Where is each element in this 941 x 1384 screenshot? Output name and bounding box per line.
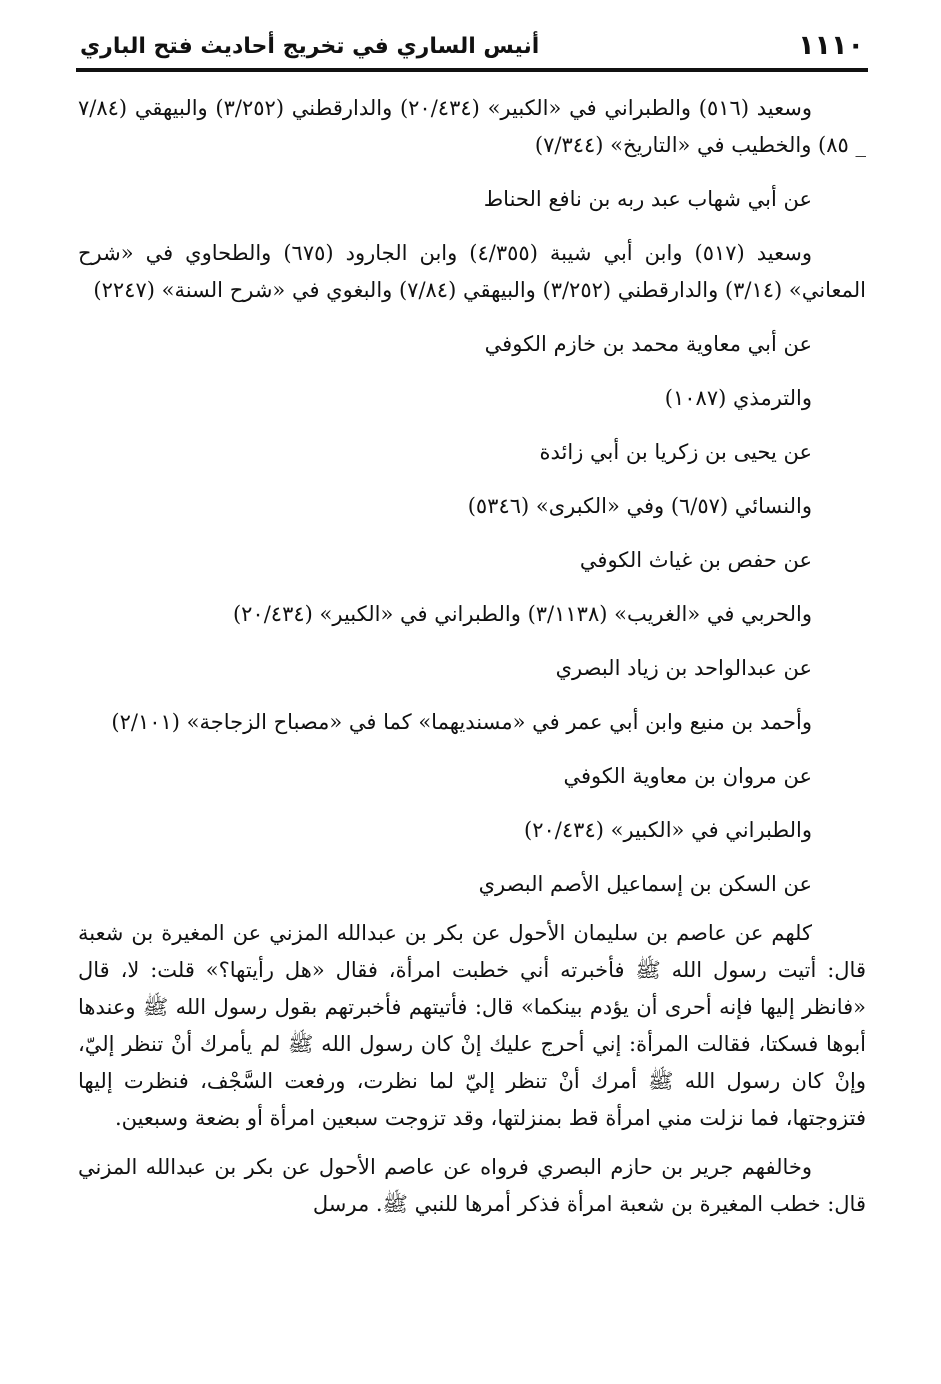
narrator-line: عن حفص بن غياث الكوفي [579,548,812,572]
page-header [76,30,868,70]
running-title: أنيس الساري في تخريج أحاديث فتح الباري [80,34,540,59]
paragraph: وسعيد (٥١٦) والطبراني في «الكبير» (٢٠/٤٣٤) والدارقطني (٣/٢٥٢) والبيهقي (٧/٨٤ _ ٨٥) والخطيب في «التاريخ» (٧/٣٤٤) [78,96,866,157]
source-line: والحربي في «الغريب» (٣/١١٣٨) والطبراني في «الكبير» (٢٠/٤٣٤) [232,602,812,626]
source-line: والنسائي (٦/٥٧) وفي «الكبرى» (٥٣٤٦) [467,494,812,518]
narrator-line: عن أبي شهاب عبد ربه بن نافع الحناط [483,187,812,211]
source-line: والترمذي (١٠٨٧) [664,386,812,410]
source-line: والطبراني في «الكبير» (٢٠/٤٣٤) [524,818,812,842]
narrator-line: عن السكن بن إسماعيل الأصم البصري [478,872,812,896]
header-divider [76,68,868,72]
source-line: وأحمد بن منيع وابن أبي عمر في «مسنديهما» كما في «مصباح الزجاجة» (٢/١٠١) [111,710,812,734]
narrator-line: عن عبدالواحد بن زياد البصري [555,656,812,680]
hadith-text-paragraph: كلهم عن عاصم بن سليمان الأحول عن بكر بن عبدالله المزني عن المغيرة بن شعبة قال: أتيت رسول الله ﷺ فأخبرته أني خطبت امرأة، فقال «هل رأيتها؟» قلت: لا، قال «فانظر إليها فإنه أحرى أن يؤدم بينكما» قال: فأتيتهم فأخبرتهم بقول رسول الله ﷺ وعندها أبوها فسكتا، فقالت المرأة: إني أحرج عليك إنْ كان رسول الله ﷺ لم يأمرك أنْ تنظر إليّ، وإنْ كان رسول الله ﷺ أمرك أنْ تنظر إليّ لما نظرت، ورفعت السَّجْف، فنظرت إليها فتزوجتها، فما نزلت مني امرأة قط بمنزلتها، وقد تزوجت سبعين امرأة أو بضعة وسبعين. [78,921,866,1130]
paragraph: وخالفهم جرير بن حازم البصري فرواه عن عاصم الأحول عن بكر بن عبدالله المزني قال: خطب المغيرة بن شعبة امرأة فذكر أمرها للنبي ﷺ. مرسل [78,1155,866,1216]
paragraph: وسعيد (٥١٧) وابن أبي شيبة (٤/٣٥٥) وابن الجارود (٦٧٥) والطحاوي في «شرح المعاني» (٣/١٤) والدارقطني (٣/٢٥٢) والبيهقي (٧/٨٤) والبغوي في «شرح السنة» (٢٢٤٧) [78,241,866,302]
narrator-line: عن مروان بن معاوية الكوفي [563,764,812,788]
narrator-line: عن أبي معاوية محمد بن خازم الكوفي [484,332,812,356]
main-text [78,90,866,1240]
narrator-line: عن يحيى بن زكريا بن أبي زائدة [539,440,812,464]
page-number: ١١١٠ [798,30,864,61]
